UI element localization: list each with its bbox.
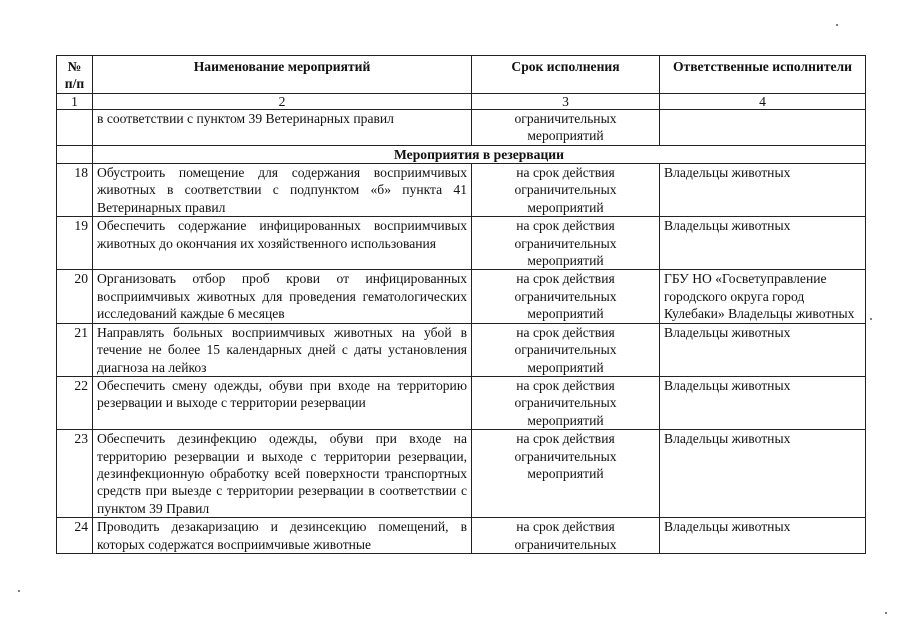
row-num-empty xyxy=(57,109,93,145)
row-num-empty xyxy=(57,145,93,163)
row-measure: Обустроить помещение для содержания восприимчивых животных в соответствии с подпунктом «б» пункта 41 Ветеринарных правил xyxy=(93,164,472,217)
continuation-row xyxy=(57,109,866,145)
table-header-row xyxy=(57,56,866,94)
column-number: 3 xyxy=(472,93,660,109)
column-number: 1 xyxy=(57,93,93,109)
row-responsible: Владельцы животных xyxy=(660,217,866,270)
table-row xyxy=(57,217,866,270)
row-number: 24 xyxy=(57,518,93,554)
row-measure: в соответствии с пунктом 39 Ветеринарных правил xyxy=(93,109,472,145)
row-number: 22 xyxy=(57,376,93,429)
table-row xyxy=(57,270,866,323)
row-number: 18 xyxy=(57,164,93,217)
row-measure: Направлять больных восприимчивых животных на убой в течение не более 15 календарных дней с даты установления диагноза на лейкоз xyxy=(93,323,472,376)
row-number: 20 xyxy=(57,270,93,323)
row-measure: Обеспечить дезинфекцию одежды, обуви при входе на территорию резервации и выходе с территории резервации, дезинфекционную обработку всей поверхности транспортных средств при выезде с территории резервации в соответствии с пунктом 39 Правил xyxy=(93,430,472,518)
row-term: на срок действия ограничительных xyxy=(472,518,660,554)
header-name: Наименование мероприятий xyxy=(93,56,472,94)
table-row xyxy=(57,430,866,518)
row-responsible: Владельцы животных xyxy=(660,164,866,217)
row-number: 23 xyxy=(57,430,93,518)
row-term: на срок действия ограничительных мероприятий xyxy=(472,430,660,518)
row-term: на срок действия ограничительных мероприятий xyxy=(472,270,660,323)
row-responsible xyxy=(660,109,866,145)
header-num: № п/п xyxy=(57,56,93,94)
row-term: ограничительных мероприятий xyxy=(472,109,660,145)
scan-speck xyxy=(18,590,20,592)
measures-table xyxy=(56,55,866,554)
scan-speck xyxy=(836,24,838,26)
row-term: на срок действия ограничительных мероприятий xyxy=(472,323,660,376)
column-number-row xyxy=(57,93,866,109)
table-row xyxy=(57,323,866,376)
scan-speck xyxy=(870,318,872,320)
row-measure: Проводить дезакаризацию и дезинсекцию помещений, в которых содержатся восприимчивые животные xyxy=(93,518,472,554)
scan-speck xyxy=(885,612,887,614)
row-term: на срок действия ограничительных мероприятий xyxy=(472,164,660,217)
row-responsible: Владельцы животных xyxy=(660,430,866,518)
row-measure: Организовать отбор проб крови от инфицированных восприимчивых животных для проведения гематологических исследований каждые 6 месяцев xyxy=(93,270,472,323)
table-row xyxy=(57,518,866,554)
row-term: на срок действия ограничительных мероприятий xyxy=(472,217,660,270)
row-measure: Обеспечить содержание инфицированных восприимчивых животных до окончания их хозяйственного использования xyxy=(93,217,472,270)
row-responsible: Владельцы животных xyxy=(660,376,866,429)
row-responsible: Владельцы животных xyxy=(660,518,866,554)
row-term: на срок действия ограничительных мероприятий xyxy=(472,376,660,429)
column-number: 2 xyxy=(93,93,472,109)
column-number: 4 xyxy=(660,93,866,109)
table-row xyxy=(57,376,866,429)
row-responsible: ГБУ НО «Госветуправление городского округа город Кулебаки» Владельцы животных xyxy=(660,270,866,323)
table-row xyxy=(57,164,866,217)
header-term: Срок исполнения xyxy=(472,56,660,94)
header-responsible: Ответственные исполнители xyxy=(660,56,866,94)
row-measure: Обеспечить смену одежды, обуви при входе на территорию резервации и выходе с территории резервации xyxy=(93,376,472,429)
row-number: 19 xyxy=(57,217,93,270)
section-row xyxy=(57,145,866,163)
row-responsible: Владельцы животных xyxy=(660,323,866,376)
section-title: Мероприятия в резервации xyxy=(93,145,866,163)
row-number: 21 xyxy=(57,323,93,376)
